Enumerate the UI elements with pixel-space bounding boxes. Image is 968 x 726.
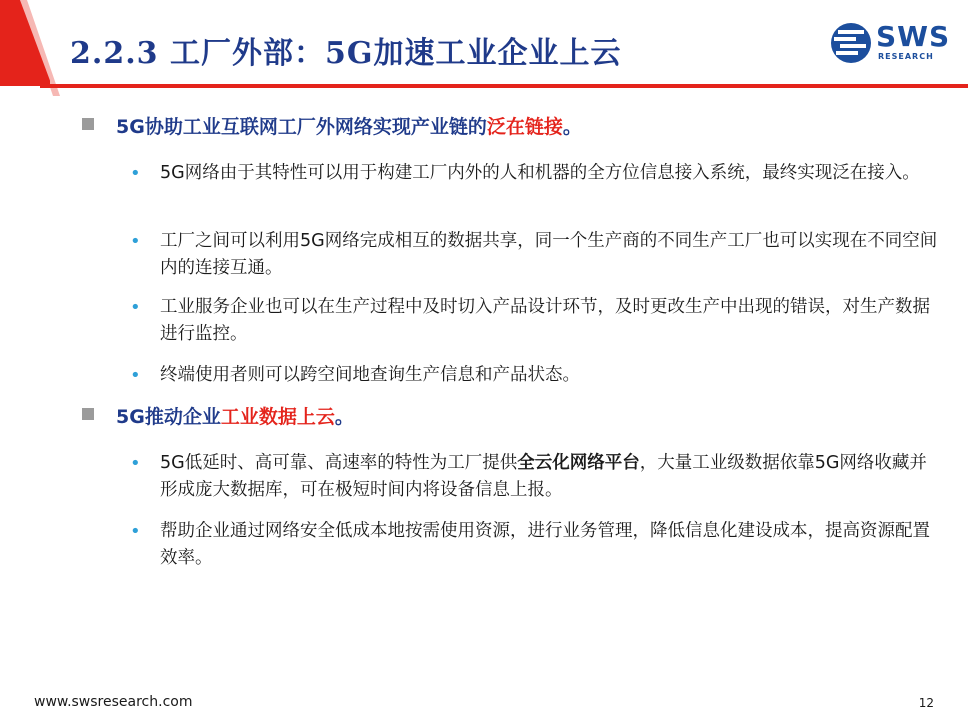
section-heading-highlight: 泛在链接 <box>486 116 563 138</box>
logo-subtext: RESEARCH <box>878 52 934 61</box>
dot-bullet-icon: • <box>130 453 141 474</box>
page-number: 12 <box>918 696 934 710</box>
dot-bullet-icon: • <box>130 231 141 252</box>
slide-header <box>0 0 968 86</box>
section-heading-text: 5G推动企业 <box>116 406 221 428</box>
bullet-text-continued: ，大量工业级数据依靠5G网络收藏并形成庞大数据库，可在极短时间内将设备信息上报。 <box>160 453 927 500</box>
dot-bullet-icon: • <box>130 365 141 386</box>
footer-url: www.swsresearch.com <box>34 694 193 710</box>
sws-logo-icon <box>830 22 872 64</box>
section-heading-suffix: 。 <box>334 406 354 428</box>
section-heading-text: 5G协助工业互联网工厂外网络实现产业链的 <box>116 116 487 138</box>
bullet-bold-text: 全云化网络平台 <box>517 453 640 473</box>
dot-bullet-icon: • <box>130 297 141 318</box>
sws-logo <box>830 20 951 66</box>
header-divider <box>40 84 968 88</box>
bullet-text: 工厂之间可以利用5G网络完成相互的数据共享，同一个生产商的不同生产工厂也可以实现在不同空间内的连接互通。 <box>160 231 938 278</box>
bullet-text: 5G网络由于其特性可以用于构建工厂内外的人和机器的全方位信息接入系统，最终实现泛在接入。 <box>160 163 920 183</box>
section-heading-highlight: 工业数据上云 <box>220 406 335 428</box>
dot-bullet-icon: • <box>130 521 141 542</box>
dot-bullet-icon: • <box>130 163 141 184</box>
section-heading-suffix: 。 <box>562 116 582 138</box>
slide-title: 2.2.3 工厂外部：5G加速工业企业上云 <box>70 36 622 71</box>
logo-text: SWS <box>876 20 951 53</box>
bullet-text: 帮助企业通过网络安全低成本地按需使用资源，进行业务管理，降低信息化建设成本，提高资源配置效率。 <box>160 521 930 568</box>
bullet-text: 终端使用者则可以跨空间地查询生产信息和产品状态。 <box>160 365 580 385</box>
square-bullet-icon <box>82 408 94 420</box>
bullet-text: 工业服务企业也可以在生产过程中及时切入产品设计环节，及时更改生产中出现的错误，对生产数据进行监控。 <box>160 297 930 344</box>
square-bullet-icon <box>82 118 94 130</box>
bullet-text: 5G低延时、高可靠、高速率的特性为工厂提供 <box>160 453 518 473</box>
